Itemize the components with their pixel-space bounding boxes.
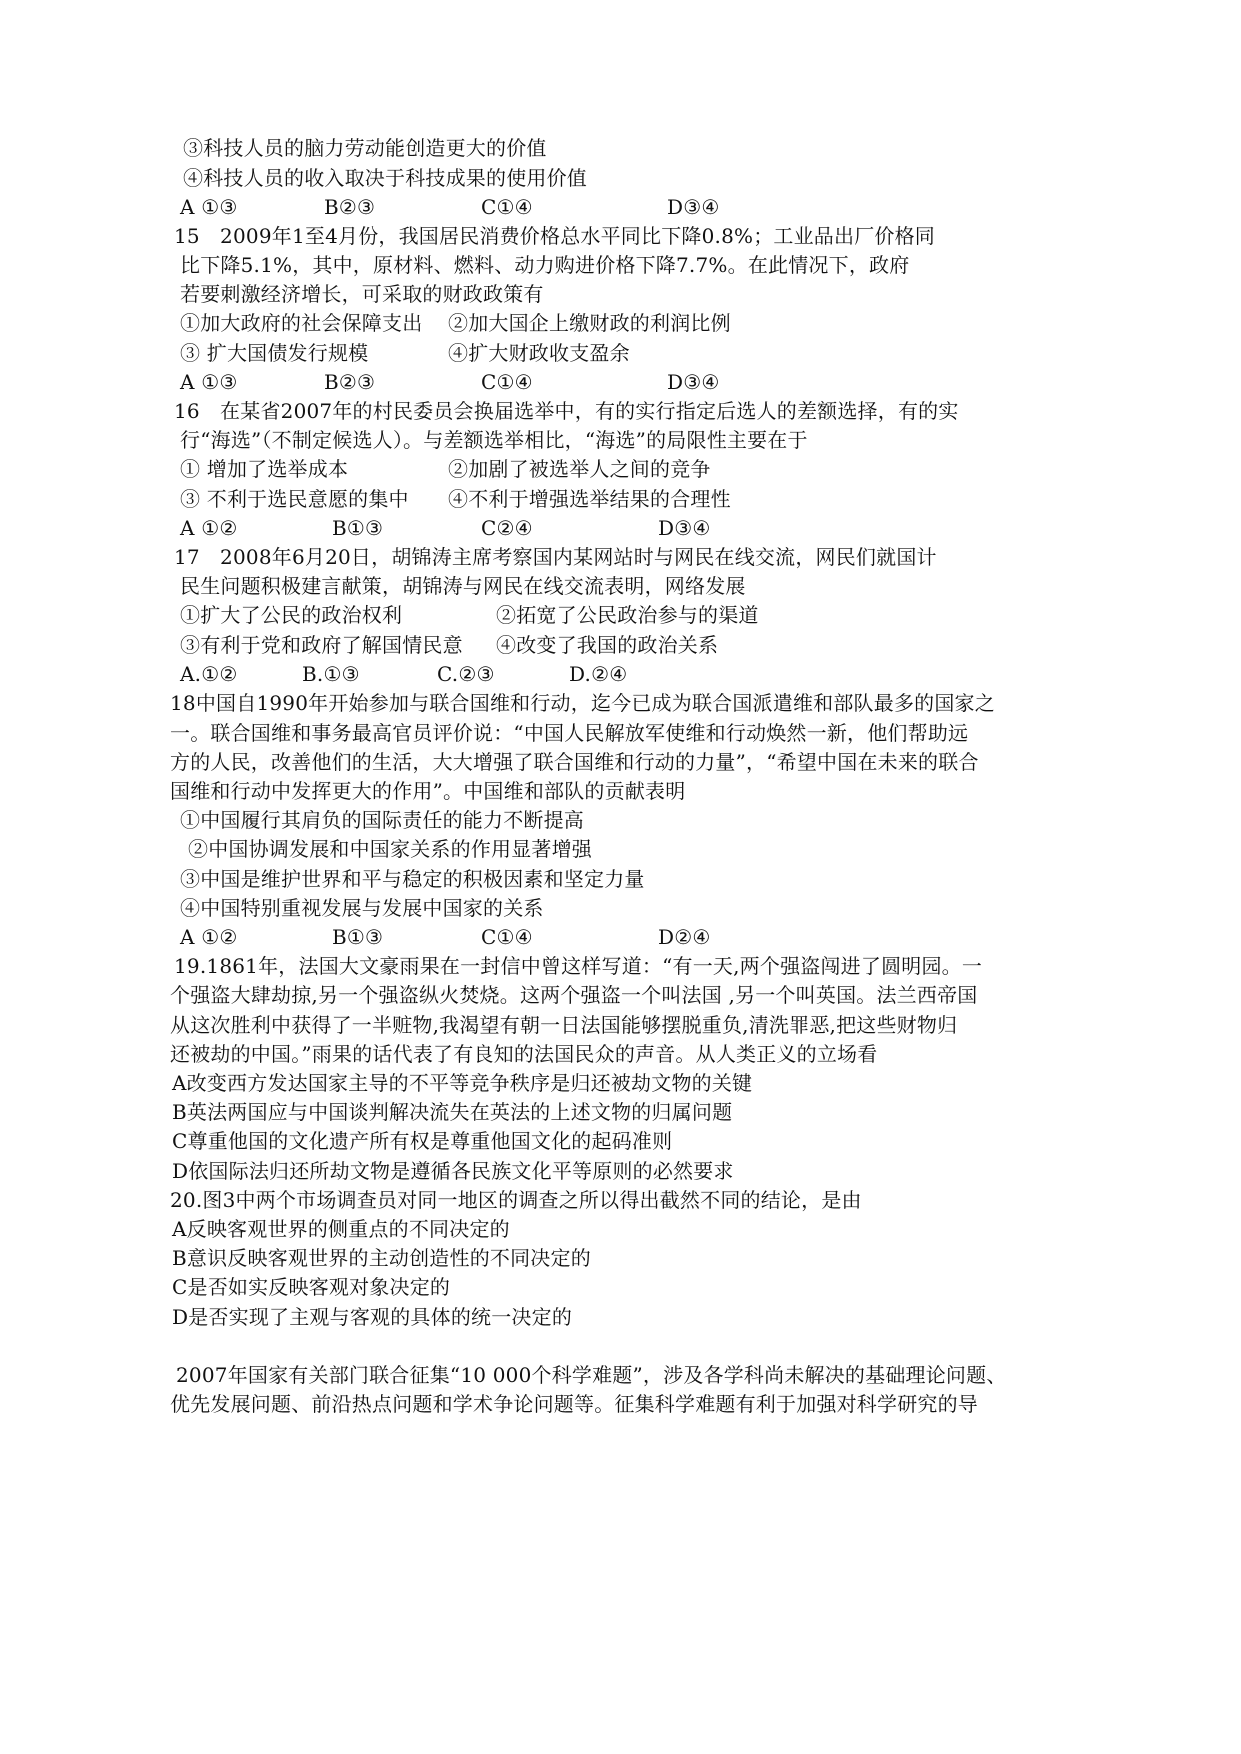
q18-stem-line-3: 方的人民，改善他们的生活，大大增强了联合国维和行动的力量”，“希望中国在未来的联合 bbox=[170, 750, 979, 774]
q20-option-d: D是否实现了主观与客观的具体的统一决定的 bbox=[172, 1305, 573, 1329]
q18-statement-3: ③中国是维护世界和平与稳定的积极因素和坚定力量 bbox=[180, 867, 645, 891]
q14-option-c: C①④ bbox=[481, 195, 533, 219]
q16-option-c: C②④ bbox=[481, 516, 533, 540]
q16-statement-1: ① 增加了选举成本 bbox=[180, 457, 349, 481]
passage-line-2: 优先发展问题、前沿热点问题和学术争论问题等。征集科学难题有利于加强对科学研究的导 bbox=[170, 1392, 978, 1416]
q18-stem-line-2: 一。联合国维和事务最高官员评价说：“中国人民解放军使维和行动焕然一新，他们帮助远 bbox=[170, 721, 969, 745]
q16-statement-4: ④不利于增强选举结果的合理性 bbox=[448, 487, 731, 511]
q18-option-c: C①④ bbox=[481, 925, 533, 949]
q17-statement-2: ②拓宽了公民政治参与的渠道 bbox=[496, 603, 759, 627]
q15-stem-line-1: 15 2009年1至4月份，我国居民消费价格总水平同比下降0.8%；工业品出厂价格同 bbox=[174, 224, 936, 248]
q19-stem-line-3: 从这次胜利中获得了一半赃物,我渴望有朝一日法国能够摆脱重负,清洗罪恶,把这些财物归 bbox=[170, 1013, 958, 1037]
q15-option-d: D③④ bbox=[667, 370, 720, 394]
q19-stem-line-2: 个强盗大肆劫掠,另一个强盗纵火焚烧。这两个强盗一个叫法国 ,另一个叫英国。法兰西帝国 bbox=[170, 983, 978, 1007]
q14-statement-4: ④科技人员的收入取决于科技成果的使用价值 bbox=[183, 166, 587, 190]
q17-statement-4: ④改变了我国的政治关系 bbox=[496, 633, 719, 657]
q18-option-d: D②④ bbox=[658, 925, 711, 949]
q19-option-a: A改变西方发达国家主导的不平等竞争秩序是归还被劫文物的关键 bbox=[172, 1071, 753, 1095]
q15-stem-line-3: 若要刺激经济增长，可采取的财政政策有 bbox=[180, 282, 544, 306]
q19-stem-line-1: 19.1861年，法国大文豪雨果在一封信中曾这样写道：“有一天,两个强盗闯进了圆明园。一 bbox=[174, 954, 983, 978]
q17-stem-line-1: 17 2008年6月20日，胡锦涛主席考察国内某网站时与网民在线交流，网民们就国计 bbox=[174, 545, 937, 569]
q19-option-b: B英法两国应与中国谈判解决流失在英法的上述文物的归属问题 bbox=[172, 1100, 733, 1124]
q18-stem-line-1: 18中国自1990年开始参加与联合国维和行动，迄今已成为联合国派遣维和部队最多的国家之 bbox=[170, 691, 995, 715]
q19-stem-line-4: 还被劫的中国。”雨果的话代表了有良知的法国民众的声音。从人类正义的立场看 bbox=[170, 1042, 878, 1066]
q16-statement-3: ③ 不利于选民意愿的集中 bbox=[180, 487, 409, 511]
q14-statement-3: ③科技人员的脑力劳动能创造更大的价值 bbox=[183, 136, 547, 160]
q14-option-d: D③④ bbox=[667, 195, 720, 219]
q18-stem-line-4: 国维和行动中发挥更大的作用”。中国维和部队的贡献表明 bbox=[170, 779, 686, 803]
q16-stem-line-2: 行“海选”（不制定候选人）。与差额选举相比，“海选”的局限性主要在于 bbox=[180, 428, 808, 452]
q15-statement-4: ④扩大财政收支盈余 bbox=[448, 341, 630, 365]
q17-option-b: B.①③ bbox=[302, 662, 360, 686]
q17-option-d: D.②④ bbox=[569, 662, 628, 686]
q16-option-b: B①③ bbox=[332, 516, 384, 540]
q14-option-b: B②③ bbox=[324, 195, 376, 219]
q18-statement-2: ②中国协调发展和中国家关系的作用显著增强 bbox=[188, 837, 592, 861]
q16-stem-line-1: 16 在某省2007年的村民委员会换届选举中，有的实行指定后选人的差额选择，有的实 bbox=[174, 399, 959, 423]
q15-option-c: C①④ bbox=[481, 370, 533, 394]
q17-option-c: C.②③ bbox=[437, 662, 495, 686]
q17-option-a: A.①② bbox=[180, 662, 238, 686]
q18-option-b: B①③ bbox=[332, 925, 384, 949]
q15-option-a: A ①③ bbox=[180, 370, 238, 394]
q15-statement-3: ③ 扩大国债发行规模 bbox=[180, 341, 369, 365]
q16-option-a: A ①② bbox=[180, 516, 238, 540]
q17-statement-1: ①扩大了公民的政治权利 bbox=[180, 603, 403, 627]
q20-option-c: C是否如实反映客观对象决定的 bbox=[172, 1275, 451, 1299]
passage-line-1: 2007年国家有关部门联合征集“10 000个科学难题”，涉及各学科尚未解决的基础理论问题、 bbox=[176, 1363, 1007, 1387]
q15-statement-2: ②加大国企上缴财政的利润比例 bbox=[448, 311, 731, 335]
q16-statement-2: ②加剧了被选举人之间的竞争 bbox=[448, 457, 711, 481]
q15-statement-1: ①加大政府的社会保障支出 bbox=[180, 311, 423, 335]
q20-option-b: B意识反映客观世界的主动创造性的不同决定的 bbox=[172, 1246, 591, 1270]
q19-option-d: D依国际法归还所劫文物是遵循各民族文化平等原则的必然要求 bbox=[172, 1159, 734, 1183]
q17-stem-line-2: 民生问题积极建言献策，胡锦涛与网民在线交流表明，网络发展 bbox=[180, 574, 746, 598]
q20-stem: 20.图3中两个市场调查员对同一地区的调查之所以得出截然不同的结论，是由 bbox=[170, 1188, 862, 1212]
q19-option-c: C尊重他国的文化遗产所有权是尊重他国文化的起码准则 bbox=[172, 1129, 673, 1153]
q14-option-a: A ①③ bbox=[180, 195, 238, 219]
q18-statement-1: ①中国履行其肩负的国际责任的能力不断提高 bbox=[180, 808, 584, 832]
q20-option-a: A反映客观世界的侧重点的不同决定的 bbox=[172, 1217, 510, 1241]
q18-option-a: A ①② bbox=[180, 925, 238, 949]
q17-statement-3: ③有利于党和政府了解国情民意 bbox=[180, 633, 463, 657]
q15-option-b: B②③ bbox=[324, 370, 376, 394]
q16-option-d: D③④ bbox=[658, 516, 711, 540]
q15-stem-line-2: 比下降5.1%，其中，原材料、燃料、动力购进价格下降7.7%。在此情况下，政府 bbox=[180, 253, 910, 277]
q18-statement-4: ④中国特别重视发展与发展中国家的关系 bbox=[180, 896, 544, 920]
